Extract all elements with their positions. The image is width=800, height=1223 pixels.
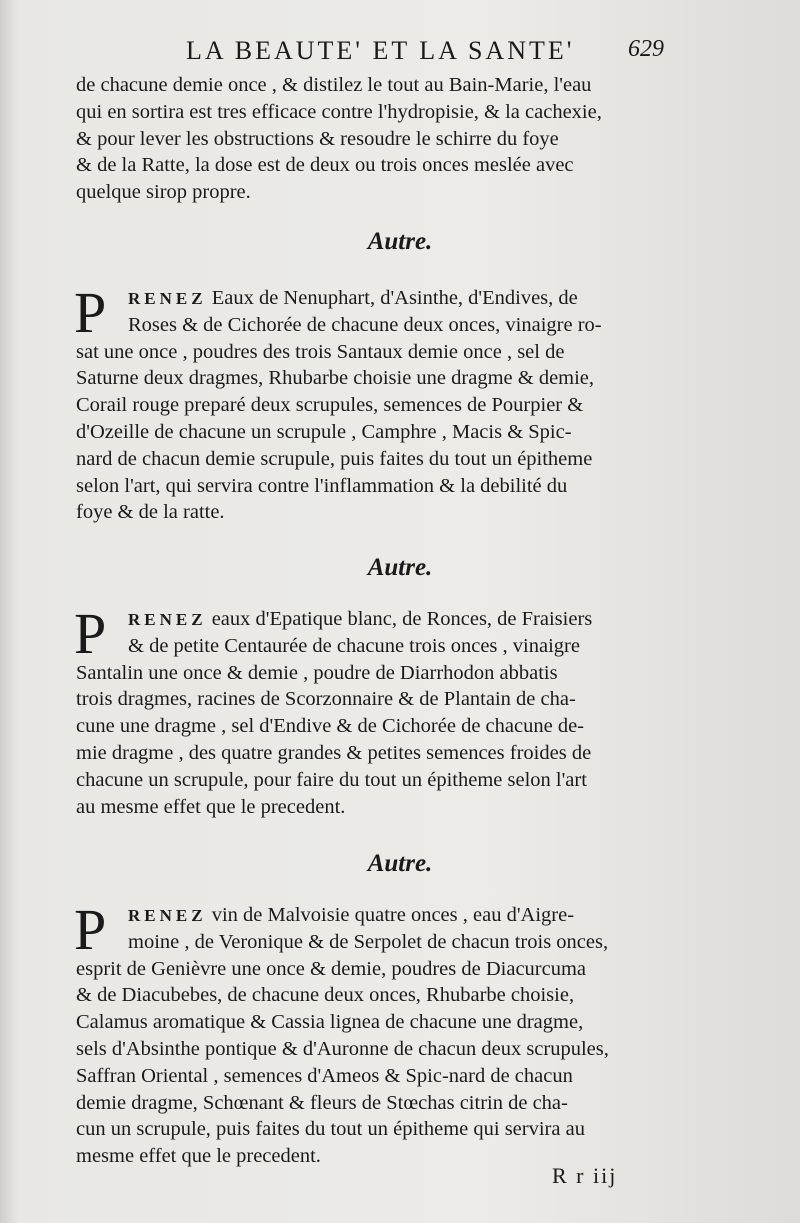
drop-cap: P — [74, 280, 107, 345]
recipe-paragraph — [74, 897, 706, 1170]
text-line: & pour lever les obstructions & resoudre le schirre du foye — [76, 127, 559, 150]
page-number: 629 — [628, 36, 664, 62]
text-line: sat une once , poudres des trois Santaux demie once , sel de — [76, 340, 565, 363]
text-line: Corail rouge preparé deux scrupules, semences de Pourpier & — [76, 394, 584, 417]
running-head: LA BEAUTE' ET LA SANTE' — [186, 36, 575, 65]
paragraph-opening — [74, 280, 706, 345]
first-word: RENEZ — [128, 906, 207, 925]
first-word: RENEZ — [128, 610, 207, 629]
text-line: de chacune demie once , & distilez le tout au Bain-Marie, l'eau — [76, 74, 592, 96]
text-line: sels d'Absinthe pontique & d'Auronne de chacun deux scrupules, — [76, 1037, 609, 1060]
text-line: mesme effet que le precedent. — [76, 1145, 321, 1168]
text-line: Roses & de Cichorée de chacune deux onces, vinaigre ro- — [128, 313, 602, 336]
text-line: selon l'art, qui servira contre l'inflammation & la debilité du — [76, 474, 568, 497]
recipe-paragraph — [74, 280, 706, 526]
text-line: demie dragme, Schœnant & fleurs de Stœchas citrin de cha- — [76, 1091, 568, 1114]
text-line: cun un scrupule, puis faites du tout un épitheme qui servira au — [76, 1118, 585, 1141]
text-line: qui en sortira est tres efficace contre l'hydropisie, & la cachexie, — [76, 100, 602, 123]
text-line: au mesme effet que le precedent. — [76, 795, 346, 818]
continuation-paragraph — [76, 72, 706, 206]
text-line: cune une dragme , sel d'Endive & de Cichorée de chacune de- — [76, 715, 585, 738]
text-line: mie dragme , des quatre grandes & petites semences froides de — [76, 741, 592, 764]
text-line: d'Ozeille de chacune un scrupule , Camphre , Macis & Spic- — [76, 420, 572, 443]
text-line: eaux d'Epatique blanc, de Ronces, de Fraisiers — [211, 608, 593, 630]
first-word: RENEZ — [128, 289, 207, 308]
paragraph-opening — [74, 897, 706, 962]
text-line: nard de chacun demie scrupule, puis faites du tout un épitheme — [76, 447, 593, 470]
text-line: Eaux de Nenuphart, d'Asinthe, d'Endives, de — [211, 287, 578, 309]
drop-cap: P — [74, 601, 107, 666]
text-line: Saturne deux dragmes, Rhubarbe choisie une dragme & demie, — [76, 367, 595, 390]
page-header — [0, 36, 800, 70]
signature-mark: R r iij — [552, 1163, 618, 1188]
text-line: vin de Malvoisie quatre onces , eau d'Aigre- — [211, 904, 575, 926]
text-line: moine , de Veronique & de Serpolet de chacun trois onces, — [128, 930, 609, 953]
text-line: quelque sirop propre. — [76, 181, 251, 204]
paragraph-opening — [74, 601, 706, 666]
text-line: & de la Ratte, la dose est de deux ou trois onces meslée avec — [76, 154, 574, 177]
text-line: Santalin une once & demie , poudre de Diarrhodon abbatis — [76, 661, 558, 684]
text-line: esprit de Genièvre une once & demie, poudres de Diacurcuma — [76, 957, 587, 980]
section-heading: Autre. — [367, 554, 433, 581]
drop-cap: P — [74, 897, 107, 962]
text-line: Calamus aromatique & Cassia lignea de chacune une dragme, — [76, 1011, 584, 1034]
text-line: Saffran Oriental , semences d'Ameos & Spic-nard de chacun — [76, 1064, 573, 1087]
section-heading: Autre. — [367, 850, 433, 877]
recipe-paragraph — [74, 601, 706, 820]
text-line: & de Diacubebes, de chacune deux onces, Rhubarbe choisie, — [76, 984, 575, 1007]
text-line: foye & de la ratte. — [76, 501, 225, 524]
text-line: trois dragmes, racines de Scorzonnaire & de Plantain de cha- — [76, 688, 576, 711]
text-line: & de petite Centaurée de chacune trois onces , vinaigre — [128, 634, 580, 657]
text-line: chacune un scrupule, pour faire du tout un épitheme selon l'art — [76, 768, 587, 791]
section-heading: Autre. — [367, 228, 433, 255]
